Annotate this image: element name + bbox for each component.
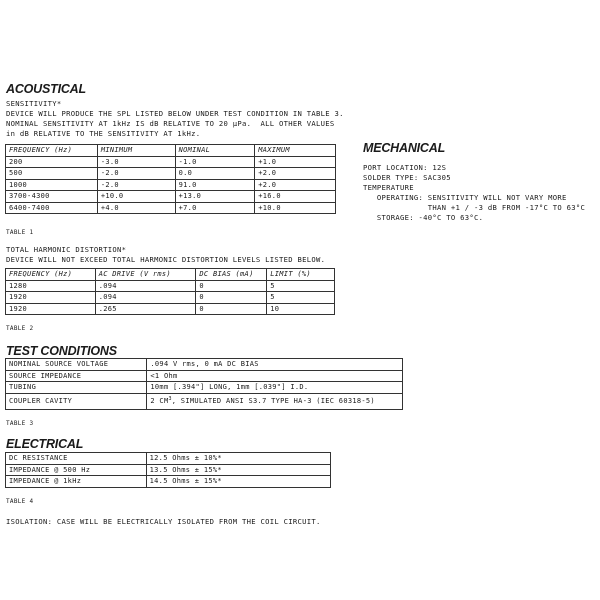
sensitivity-table [5, 144, 336, 214]
mechanical-line: OPERATING: SENSITIVITY WILL NOT VARY MORE [363, 193, 567, 202]
acoustical-heading: ACOUSTICAL [6, 82, 86, 96]
table-cell: 200 [6, 156, 98, 168]
mechanical-heading: MECHANICAL [363, 141, 446, 155]
table-row [6, 292, 335, 304]
table-row [6, 464, 331, 476]
table-cell: NOMINAL SOURCE VOLTAGE [6, 359, 147, 371]
table-cell: 0 [196, 292, 267, 304]
table-cell: 3700-4300 [6, 191, 98, 203]
table-cell: DC RESISTANCE [6, 453, 147, 465]
table-row [6, 280, 335, 292]
thd-table [5, 268, 335, 315]
sensitivity-line-2: NOMINAL SENSITIVITY AT 1kHz IS dB RELATIVE TO 20 µPa. ALL OTHER VALUES [6, 119, 335, 128]
table-cell: +4.0 [97, 202, 175, 214]
table-cell: TUBING [6, 382, 147, 394]
table-cell: -3.0 [97, 156, 175, 168]
table-1-caption: TABLE 1 [6, 229, 34, 236]
table-cell: 12.5 Ohms ± 10%* [146, 453, 330, 465]
table-cell: 1920 [6, 303, 96, 315]
table-cell: .094 [95, 292, 196, 304]
mechanical-line: PORT LOCATION: 12S [363, 163, 447, 172]
table-header: LIMIT (%) [267, 269, 335, 281]
coupler-value-pre: 2 CM [150, 397, 169, 405]
table-cell [147, 393, 403, 409]
table-header: MAXIMUM [255, 145, 336, 157]
isolation-note: ISOLATION: CASE WILL BE ELECTRICALLY ISOLATED FROM THE COIL CIRCUIT. [6, 517, 321, 526]
table-cell: 1920 [6, 292, 96, 304]
table-row [6, 303, 335, 315]
table-cell: IMPEDANCE @ 500 Hz [6, 464, 147, 476]
table-cell: 1000 [6, 179, 98, 191]
table-3-caption: TABLE 3 [6, 420, 34, 427]
table-row [6, 168, 336, 180]
electrical-table [5, 452, 331, 488]
table-header: AC DRIVE (V rms) [95, 269, 196, 281]
table-header: FREQUENCY (Hz) [6, 145, 98, 157]
table-row [6, 476, 331, 488]
table-header: FREQUENCY (Hz) [6, 269, 96, 281]
table-cell: SOURCE IMPEDANCE [6, 370, 147, 382]
table-row [6, 393, 403, 409]
table-row [6, 156, 336, 168]
table-cell: 0.0 [175, 168, 255, 180]
sensitivity-label: SENSITIVITY* [6, 99, 62, 108]
table-header-row [6, 145, 336, 157]
table-row [6, 453, 331, 465]
table-row [6, 370, 403, 382]
table-cell: -2.0 [97, 168, 175, 180]
table-cell: +16.0 [255, 191, 336, 203]
table-cell: -1.0 [175, 156, 255, 168]
sensitivity-line-3: in dB RELATIVE TO THE SENSITIVITY AT 1kHz. [6, 129, 201, 138]
table-row [6, 202, 336, 214]
table-cell: +10.0 [97, 191, 175, 203]
table-cell: 1280 [6, 280, 96, 292]
table-cell: 91.0 [175, 179, 255, 191]
mechanical-line: STORAGE: -40°C TO 63°C. [363, 213, 484, 222]
test-conditions-table [5, 358, 403, 410]
coupler-value-sup: 3 [168, 396, 172, 402]
table-cell: +2.0 [255, 168, 336, 180]
table-cell: 10mm [.394"] LONG, 1mm [.039"] I.D. [147, 382, 403, 394]
table-cell: +13.0 [175, 191, 255, 203]
table-cell: 5 [267, 292, 335, 304]
table-cell: IMPEDANCE @ 1kHz [6, 476, 147, 488]
table-cell: 5 [267, 280, 335, 292]
mechanical-line: THAN +1 / -3 dB FROM -17°C TO 63°C [363, 203, 586, 212]
table-row [6, 382, 403, 394]
table-cell: 10 [267, 303, 335, 315]
thd-text: DEVICE WILL NOT EXCEED TOTAL HARMONIC DISTORTION LEVELS LISTED BELOW. [6, 255, 326, 264]
table-cell: .094 [95, 280, 196, 292]
table-4-caption: TABLE 4 [6, 498, 34, 505]
table-header: MINIMUM [97, 145, 175, 157]
table-cell: +7.0 [175, 202, 255, 214]
table-cell: COUPLER CAVITY [6, 393, 147, 409]
table-row [6, 359, 403, 371]
mechanical-line: TEMPERATURE [363, 183, 414, 192]
table-cell: 13.5 Ohms ± 15%* [146, 464, 330, 476]
table-cell: 0 [196, 280, 267, 292]
table-cell: +2.0 [255, 179, 336, 191]
table-cell: 6400-7400 [6, 202, 98, 214]
table-cell: 14.5 Ohms ± 15%* [146, 476, 330, 488]
table-header: NOMINAL [175, 145, 255, 157]
sensitivity-line-1: DEVICE WILL PRODUCE THE SPL LISTED BELOW UNDER TEST CONDITION IN TABLE 3. [6, 109, 344, 118]
table-cell: <1 Ohm [147, 370, 403, 382]
table-header-row [6, 269, 335, 281]
table-cell: +10.0 [255, 202, 336, 214]
table-cell: 0 [196, 303, 267, 315]
table-row [6, 179, 336, 191]
table-2-caption: TABLE 2 [6, 325, 34, 332]
test-conditions-heading: TEST CONDITIONS [6, 344, 117, 358]
table-cell: .094 V rms, 0 mA DC BIAS [147, 359, 403, 371]
mechanical-line: SOLDER TYPE: SAC305 [363, 173, 451, 182]
electrical-heading: ELECTRICAL [6, 437, 84, 451]
table-cell: .265 [95, 303, 196, 315]
table-cell: 500 [6, 168, 98, 180]
table-cell: -2.0 [97, 179, 175, 191]
table-header: DC BIAS (mA) [196, 269, 267, 281]
thd-label: TOTAL HARMONIC DISTORTION* [6, 245, 127, 254]
table-row [6, 191, 336, 203]
coupler-value-post: , SIMULATED ANSI S3.7 TYPE HA-3 (IEC 60318-5) [171, 397, 375, 405]
table-cell: +1.0 [255, 156, 336, 168]
